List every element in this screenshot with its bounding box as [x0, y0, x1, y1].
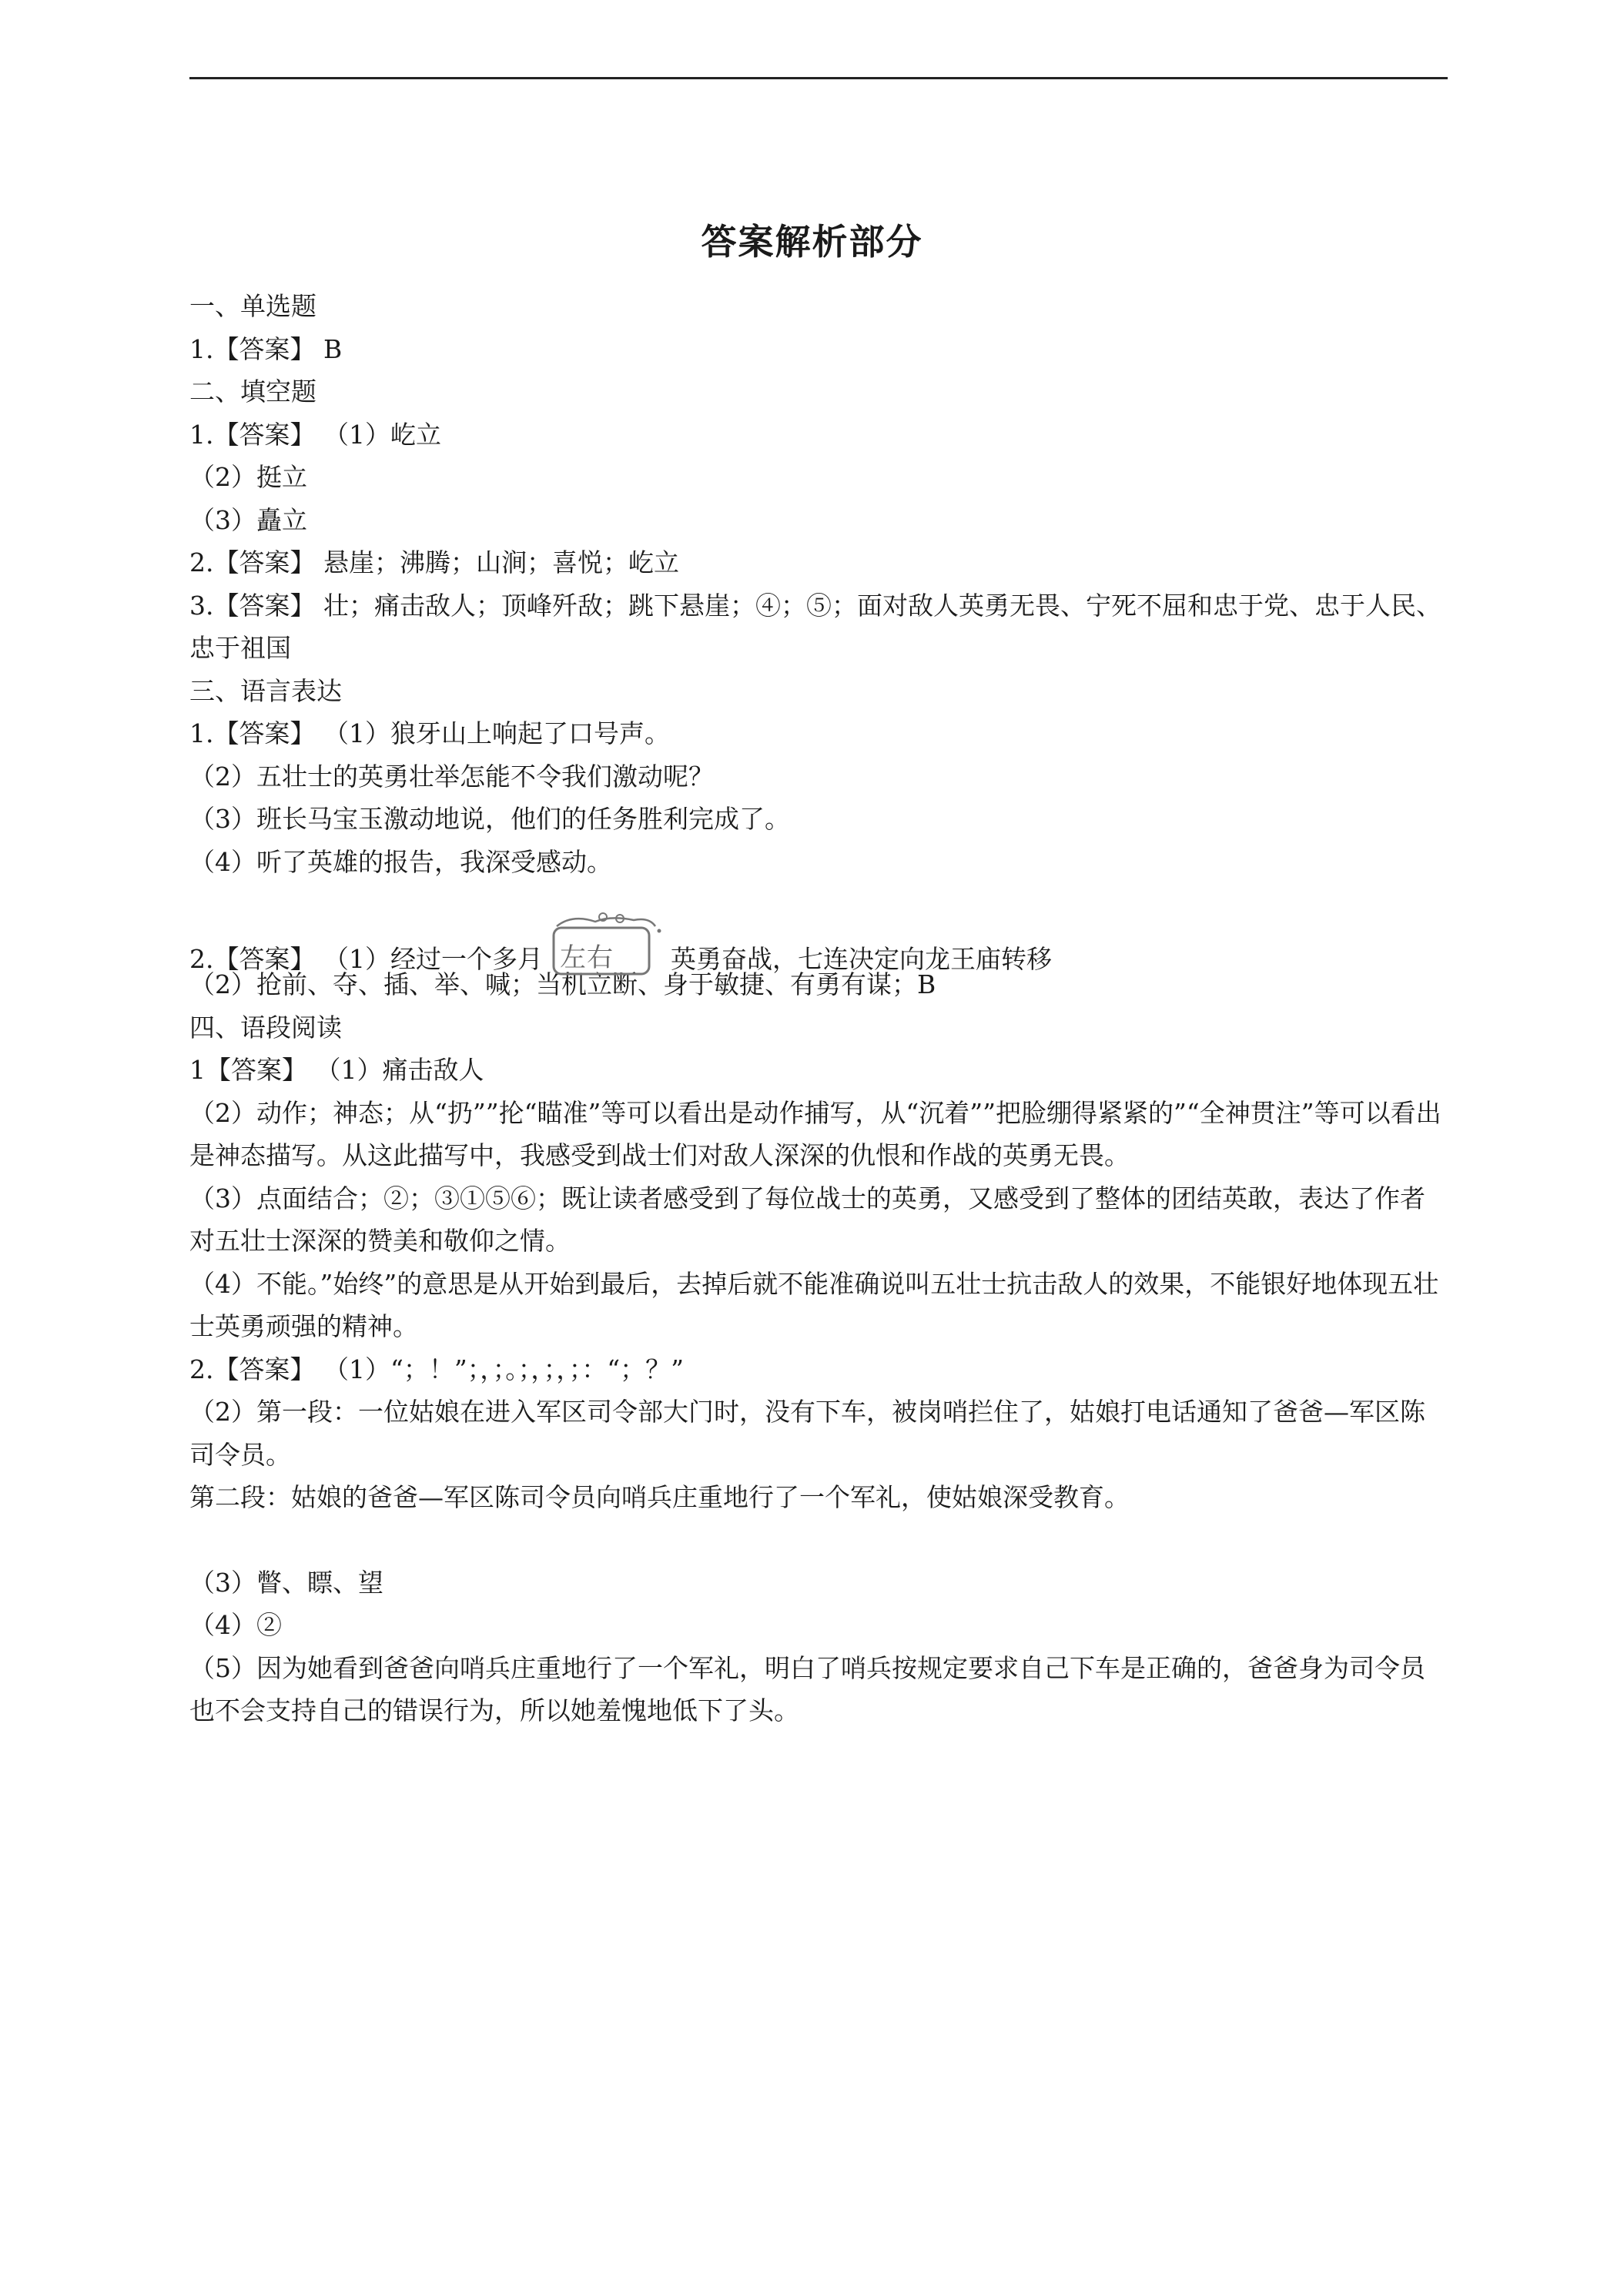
answer-line: （2）五壮士的英勇壮举怎能不令我们激动呢？	[189, 761, 714, 792]
answer-line: 3.【答案】 壮；痛击敌人；顶峰歼敌；跳下悬崖；④；⑤；面对敌人英勇无畏、宁死不屈和忠于党、忠于人民、忠于祖国	[189, 590, 1442, 663]
answer-line: 1【答案】 （1）痛击敌人	[189, 1055, 484, 1085]
answer-content	[189, 285, 1448, 1732]
answer-line: 第二段：姑娘的爸爸—军区陈司令员向哨兵庄重地行了一个军礼，使姑娘深受教育。	[189, 1482, 1130, 1512]
answer-line: 1.【答案】 （1）屹立	[189, 419, 441, 450]
answer-line: （2）抢前、夺、插、举、喊；当机立断、身于敏捷、有勇有谋；B	[189, 969, 936, 999]
answer-line: （2）动作；神态；从“扔””抡“瞄准”等可以看出是动作捕写，从“沉着””把脸绷得紧紧的”“全神贯注”等可以看出是神态描写。从这此描写中，我感受到战士们对敌人深深的仇恨和作战的英勇无畏。	[189, 1097, 1442, 1170]
header-rule	[189, 77, 1448, 79]
answer-line: （5）因为她看到爸爸向哨兵庄重地行了一个军礼，明白了哨兵按规定要求自己下车是正确的，爸爸身为司令员也不会支持自己的错误行为，所以她羞愧地低下了头。	[189, 1652, 1425, 1725]
answer-text: 英勇奋战，七连决定向龙王庙转移	[670, 944, 1052, 974]
handwritten-stamp-image	[549, 917, 665, 979]
answer-line: （3）瞥、瞟、望	[189, 1567, 383, 1598]
answer-line: （3）矗立	[189, 504, 307, 535]
answer-line: （2）挺立	[189, 462, 307, 492]
section-heading: 三、语言表达	[189, 675, 342, 706]
page-title: 答案解析部分	[701, 221, 923, 263]
section-heading: 二、填空题	[189, 377, 316, 407]
answer-line: （4）②	[189, 1610, 282, 1640]
stamp-text: 左右	[559, 942, 614, 973]
answer-line-with-image	[189, 883, 1448, 974]
answer-line: 2.【答案】 悬崖；沸腾；山涧；喜悦；屹立	[189, 547, 679, 577]
answer-line: 2.【答案】 （1）“；！”；，；。；，；，；：“；？”	[189, 1354, 684, 1384]
answer-line: （3）班长马宝玉激动地说，他们的任务胜利完成了。	[189, 804, 790, 834]
answer-line: （4）不能。”始终”的意思是从开始到最后，去掉后就不能准确说叫五壮士抗击敌人的效果，不能银好地体现五壮士英勇顽强的精神。	[189, 1268, 1439, 1341]
section-heading: 四、语段阅读	[189, 1012, 342, 1043]
answer-line: （2）第一段：一位姑娘在进入军区司令部大门时，没有下车，被岗哨拦住了，姑娘打电话通知了爸爸—军区陈司令员。	[189, 1397, 1425, 1470]
section-heading: 一、单选题	[189, 291, 316, 321]
answer-line: （4）听了英雄的报告，我深受感动。	[189, 846, 612, 877]
answer-text: 2.【答案】 （1）经过一个多月	[189, 944, 543, 974]
answer-line: （3）点面结合；②；③①⑤⑥；既让读者感受到了每位战士的英勇，又感受到了整体的团结英敢，表达了作者对五壮士深深的赞美和敬仰之情。	[189, 1183, 1425, 1256]
answer-line: 1.【答案】 （1）狼牙山上响起了口号声。	[189, 718, 670, 748]
blank-line	[189, 1519, 1448, 1561]
answer-line: 1.【答案】 B	[189, 333, 343, 364]
